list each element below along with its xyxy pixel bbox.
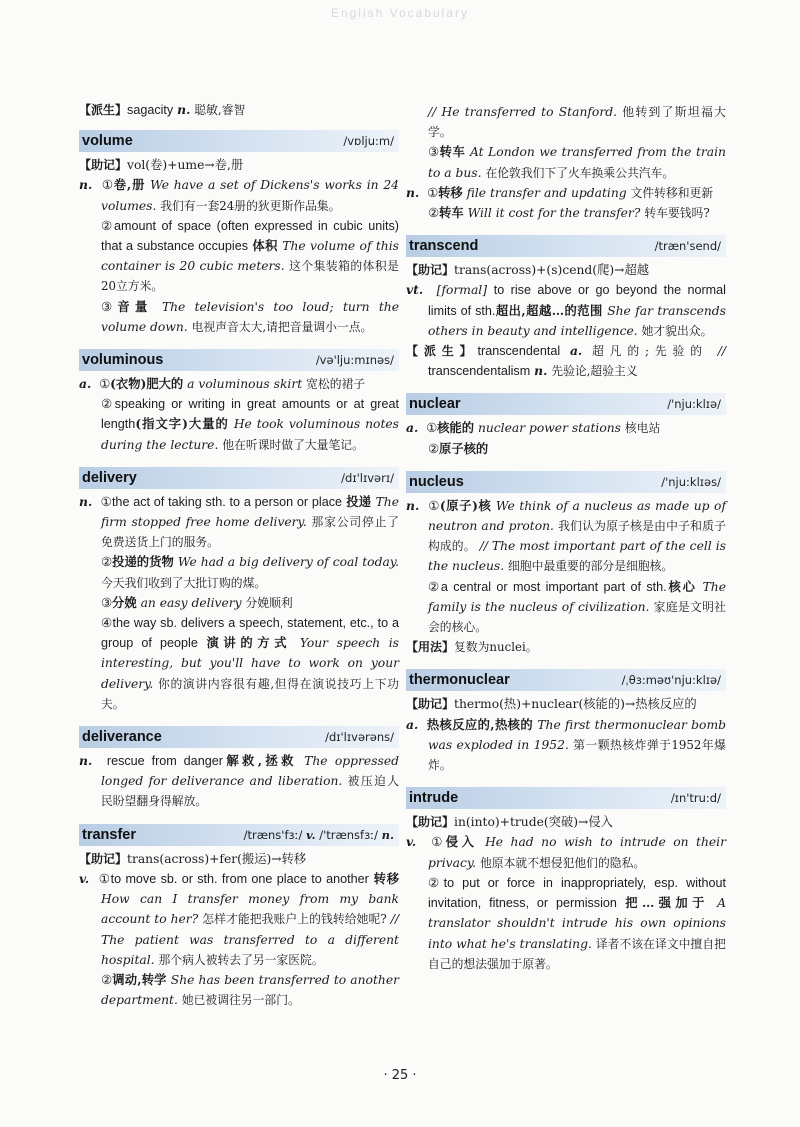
- sense-definition-cn: 把…强加于: [625, 895, 709, 911]
- mnemonic: vol(卷)+ume→卷,册: [127, 158, 244, 173]
- sense-definition-cn: 超出,超越…的范围: [495, 302, 603, 318]
- phonetic: /vɒlju:m/: [343, 134, 394, 149]
- example-sentence: nuclear power stations: [477, 421, 621, 436]
- sense-definition: amount of space (often expressed in cubic units) that a substance occupies: [101, 218, 399, 254]
- part-of-speech: n.: [406, 497, 420, 513]
- example-sentence: We think of a nucleus as made up of neutron and proton.: [428, 498, 726, 534]
- headword: voluminous: [82, 352, 164, 369]
- sense-definition: rescue from danger: [106, 754, 223, 769]
- mnemonic: in(into)+trude(突破)→侵入: [454, 815, 613, 830]
- sense-definition: speaking or writing in great amounts or at great length: [101, 397, 399, 432]
- example-sentence: We have a set of Dickens's works in 24 volumes.: [101, 178, 399, 213]
- headword-bar: [406, 393, 726, 415]
- sense-number: ①: [98, 871, 111, 886]
- example-translation: 她已被调往另一部门。: [181, 993, 300, 1008]
- entry-transfer-continued: [406, 102, 726, 223]
- chinese-meaning: 先验论,超验主义: [551, 364, 638, 379]
- phonetic-noun: /'trænsfɜː/: [319, 827, 378, 842]
- mnemonic: trans(across)+fer(搬运)→转移: [127, 851, 307, 866]
- sense-number: ②: [101, 218, 115, 233]
- headword-bar: [79, 726, 399, 748]
- derivative-tag: 【派生】: [79, 103, 128, 117]
- entry-transcend: [406, 235, 726, 381]
- mnemonic-tag: 【助记】: [406, 697, 455, 712]
- headword: deliverance: [82, 729, 162, 746]
- mnemonic: trans(across)+(s)cend(爬)→超越: [454, 263, 650, 278]
- example-sentence: She has been transferred to another department.: [101, 972, 399, 1008]
- mnemonic-tag: 【助记】: [406, 815, 455, 830]
- sense-definition: 核能的: [437, 420, 475, 436]
- example-translation: 第一颗热核炸弹于1952年爆炸。: [428, 737, 726, 773]
- part-of-speech: n.: [79, 177, 93, 193]
- phonetic: [244, 828, 394, 842]
- phonetic: /dɪ'lɪvərɪ/: [341, 470, 394, 485]
- example-sentence: a voluminous skirt: [187, 377, 303, 392]
- derived-word: transcendental: [477, 344, 561, 359]
- headword: transcend: [409, 238, 479, 255]
- sense-definition-cn: 转移: [373, 870, 399, 886]
- headword-bar: [79, 467, 399, 489]
- sense-number: ①: [431, 835, 446, 850]
- example-translation: 她才貌出众。: [641, 323, 713, 338]
- part-of-speech: n.: [406, 184, 420, 200]
- sense-number: ③: [101, 299, 118, 314]
- example-translation: 细胞中最重要的部分是细胞核。: [508, 559, 674, 574]
- part-of-speech: a.: [406, 716, 419, 732]
- example-sentence: She far transcends others in beauty and intelligence.: [428, 303, 726, 338]
- example-translation: 怎样才能把我账户上的钱转给她呢?: [202, 912, 387, 927]
- headword-bar: [406, 669, 726, 691]
- sense-definition: to rise above or go beyond the normal limits of sth.: [428, 283, 726, 318]
- sense-definition: 侵入: [445, 834, 478, 850]
- example-translation: 他在听课时做了大量笔记。: [222, 437, 364, 452]
- headword: thermonuclear: [409, 672, 510, 689]
- example-separator: //: [479, 539, 488, 554]
- headword: nucleus: [409, 473, 464, 490]
- headword-bar: [406, 787, 726, 809]
- page-number: · 25 ·: [383, 1068, 417, 1083]
- headword-bar: [406, 235, 726, 257]
- sense-number: ③: [428, 145, 440, 160]
- sense-definition: 转车: [439, 144, 466, 160]
- headword: transfer: [82, 826, 136, 843]
- entry-nuclear: [406, 393, 726, 458]
- example-translation: 家庭是文明社会的核心。: [428, 599, 726, 635]
- entry-voluminous: [79, 349, 399, 455]
- entry-transfer: [79, 824, 399, 1011]
- right-column: [406, 102, 726, 986]
- headword-bar: [79, 824, 399, 846]
- example-sentence: How can I transfer money from my bank account to her?: [101, 892, 399, 927]
- derivative-separator: //: [717, 344, 726, 359]
- mnemonic-tag: 【助记】: [79, 851, 128, 866]
- derived-word: transcendentalism: [428, 364, 531, 379]
- example-translation: 他原本就不想侵犯他们的隐私。: [480, 855, 646, 870]
- part-of-speech: a.: [79, 376, 92, 392]
- derivative-tag: 【派生】: [406, 344, 478, 359]
- example-translation: 那家公司停止了免费送货上门的服务。: [101, 515, 399, 550]
- part-of-speech: vt.: [406, 282, 424, 298]
- part-of-speech: n.: [177, 102, 191, 117]
- entry-deliverance: [79, 726, 399, 812]
- sense-number: ③: [101, 595, 113, 610]
- sense-definition: (衣物)肥大的: [110, 376, 184, 392]
- example-sentence: We had a big delivery of coal today.: [177, 555, 399, 570]
- phonetic: /ˌθɜ:məʊ'nju:klɪə/: [621, 673, 721, 688]
- headword-bar: [79, 130, 399, 152]
- part-of-speech: v.: [79, 870, 90, 886]
- sense-definition: (原子)核: [439, 497, 492, 513]
- sense-definition: 转移: [438, 184, 463, 200]
- part-of-speech: n.: [534, 363, 548, 379]
- part-of-speech: v.: [306, 827, 316, 842]
- entry-volume: [79, 130, 399, 337]
- sense-definition: 转车: [439, 205, 464, 221]
- sense-definition: the way sb. delivers a speech, statement, etc., to a group of people: [101, 616, 399, 651]
- part-of-speech: a.: [406, 420, 419, 436]
- sense-definition: a central or most important part of sth.: [440, 579, 667, 594]
- sense-number: ②: [428, 441, 440, 456]
- phonetic: /ɪn'tru:d/: [670, 791, 721, 806]
- sense-number: ②: [101, 972, 113, 987]
- derived-word: sagacity: [127, 103, 174, 117]
- example-sentence: The firm stopped free home delivery.: [101, 494, 399, 530]
- sense-number: ①: [99, 377, 111, 392]
- entry-delivery: [79, 467, 399, 714]
- part-of-speech: n.: [79, 753, 93, 769]
- example-translation: 那个病人被转去了另一家医院。: [158, 952, 324, 967]
- sense-definition-cn: 核心: [666, 578, 697, 594]
- example-sentence: The volume of this container is 20 cubic meters.: [101, 239, 399, 274]
- sense-number: ②: [101, 397, 115, 412]
- phonetic: /və'lju:mɪnəs/: [315, 353, 394, 368]
- example-translation: 他转到了斯坦福大学。: [428, 105, 726, 140]
- sense-definition-cn: 演讲的方式: [206, 635, 292, 651]
- chinese-meaning: 聪敏,睿智: [194, 103, 246, 117]
- example-translation: 宽松的裙子: [306, 377, 366, 392]
- sense-definition: the act of taking sth. to a person or place: [111, 494, 343, 509]
- example-translation: 你的演讲内容很有趣,但得在演说技巧上下功夫。: [101, 676, 399, 711]
- entry-nucleus: [406, 471, 726, 658]
- headword: delivery: [82, 469, 137, 486]
- entry-sagacity-derivative: [79, 100, 399, 120]
- running-header: English Vocabulary: [330, 6, 470, 20]
- phonetic: /'nju:klɪəs/: [661, 474, 721, 489]
- part-of-speech: n.: [79, 493, 93, 509]
- chinese-meaning: 超凡的;先验的: [591, 344, 708, 359]
- sense-number: ①: [100, 494, 112, 509]
- example-translation: 转车要钱吗?: [644, 206, 710, 221]
- example-translation: 分娩顺利: [245, 595, 293, 610]
- example-sentence: The first thermonuclear bomb was exploded in 1952.: [428, 717, 726, 752]
- headword: volume: [82, 133, 133, 150]
- example-translation: 被压迫人民盼望翻身得解放。: [101, 774, 399, 809]
- example-translation: 在伦敦我们下了火车换乘公共汽车。: [485, 165, 675, 180]
- sense-definition-cn: 投递: [346, 493, 372, 509]
- sense-definition: to put or force in inappropriately, esp. without invitation, fitness, or permission: [428, 875, 726, 911]
- sense-number: ①: [101, 178, 114, 193]
- usage-tag: 【用法】: [406, 640, 455, 655]
- sense-definition: to move sb. or sth. from one place to another: [110, 871, 369, 886]
- sense-number: ①: [428, 498, 440, 513]
- phonetic: /træn'send/: [654, 239, 721, 254]
- example-sentence: He took voluminous notes during the lecture.: [101, 417, 399, 452]
- mnemonic: thermo(热)+nuclear(核能的)→热核反应的: [454, 697, 697, 712]
- example-sentence: At London we transferred from the train to a bus.: [428, 145, 726, 180]
- phonetic: /'nju:klɪə/: [667, 397, 721, 412]
- mnemonic-tag: 【助记】: [79, 158, 128, 173]
- example-translation: 这个集装箱的体积是20立方米。: [101, 259, 399, 294]
- headword-bar: [79, 349, 399, 371]
- example-translation: 电视声音太大,请把音量调小一点。: [191, 319, 373, 334]
- headword-bar: [406, 471, 726, 493]
- example-translation: 我们认为原子核是由中子和质子构成的。: [428, 519, 726, 554]
- example-sentence: The most important part of the cell is the nucleus.: [428, 539, 726, 574]
- sense-definition: 卷,册: [113, 177, 146, 193]
- sense-definition-cn: 解救,拯救: [222, 753, 297, 769]
- example-sentence: He transferred to Stanford.: [441, 105, 617, 119]
- sense-definition-cn: (指文字)大量的: [135, 416, 229, 432]
- example-sentence: an easy delivery: [140, 595, 242, 610]
- part-of-speech: v.: [406, 834, 417, 850]
- sense-definition-cn: 体积: [252, 238, 278, 254]
- headword: intrude: [409, 790, 459, 807]
- example-translation: 我们有一套24册的狄更斯作品集。: [160, 198, 341, 213]
- phonetic-verb: /træns'fɜː/: [243, 827, 303, 842]
- example-sentence: Will it cost for the transfer?: [467, 206, 641, 221]
- part-of-speech: n.: [381, 827, 394, 842]
- phonetic: /dɪ'lɪvərəns/: [325, 730, 394, 745]
- entry-intrude: [406, 787, 726, 974]
- example-sentence: The television's too loud; turn the volume down.: [101, 299, 399, 334]
- entry-thermonuclear: [406, 669, 726, 775]
- sense-definition: 分娩: [112, 594, 137, 610]
- sense-definition: 音量: [117, 298, 153, 314]
- example-sentence: The oppressed longed for deliverance and liberation.: [101, 754, 399, 789]
- sense-number: ②: [428, 206, 440, 221]
- sense-definition: 原子核的: [439, 440, 489, 456]
- example-separator: //: [428, 105, 437, 119]
- example-translation: 译者不该在译文中擅自把自己的想法强加于原著。: [428, 936, 726, 971]
- left-column: [79, 100, 399, 1022]
- example-sentence: Your speech is interesting, but you'll have to work on your delivery.: [101, 636, 399, 691]
- sense-number: ②: [428, 875, 444, 890]
- usage-note: 复数为nuclei。: [454, 640, 538, 655]
- example-sentence: file transfer and updating: [466, 185, 627, 200]
- example-sentence: A translator shouldn't intrude his own opinions into what he's translating.: [428, 896, 726, 951]
- sense-number: ④: [101, 616, 113, 631]
- mnemonic-tag: 【助记】: [406, 263, 455, 278]
- sense-number: ②: [101, 555, 113, 570]
- sense-definition: 热核反应的,热核的: [426, 716, 534, 732]
- sense-number: ①: [427, 185, 439, 200]
- sense-definition: 调动,转学: [112, 971, 167, 987]
- register-label: [formal]: [436, 283, 488, 298]
- example-sentence: The family is the nucleus of civilization.: [428, 579, 726, 614]
- part-of-speech: a.: [569, 343, 583, 359]
- example-translation: 核电站: [624, 421, 661, 436]
- sense-number: ②: [428, 579, 441, 594]
- sense-number: ①: [426, 421, 438, 436]
- example-separator: //: [390, 912, 400, 927]
- example-translation: 文件转移和更新: [630, 185, 714, 200]
- sense-definition: 投递的货物: [112, 554, 174, 570]
- example-sentence: The patient was transferred to a different hospital.: [101, 932, 399, 967]
- example-sentence: He had no wish to intrude on their privacy.: [428, 835, 726, 870]
- headword: nuclear: [409, 396, 461, 413]
- example-translation: 今天我们收到了大批订购的煤。: [101, 575, 267, 590]
